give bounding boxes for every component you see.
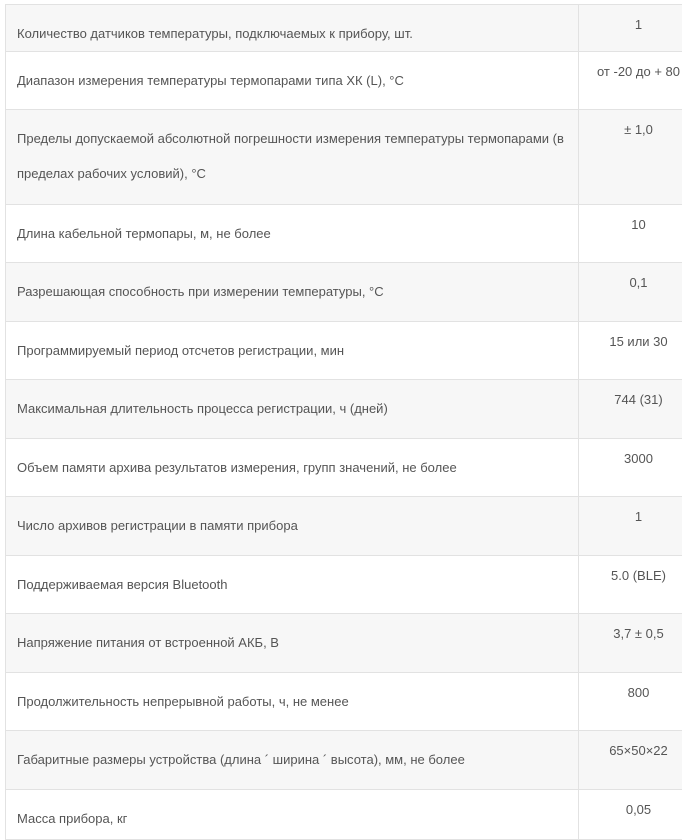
param-cell [6, 263, 579, 322]
param-cell [6, 673, 579, 731]
param-cell [6, 205, 579, 263]
value-cell [579, 322, 682, 380]
param-value: от -20 до + 80 [596, 64, 680, 79]
param-label: Поддерживаемая версия Bluetooth [17, 577, 228, 592]
value-cell [579, 5, 682, 52]
param-value: 1 [634, 17, 643, 32]
param-label: Напряжение питания от встроенной АКБ, В [17, 635, 279, 650]
value-cell [579, 439, 682, 497]
specifications-table [5, 4, 682, 840]
table-row [6, 673, 682, 731]
value-cell [579, 556, 682, 614]
param-label: Диапазон измерения температуры термопарами типа ХК (L), °С [17, 73, 404, 88]
param-value: 65×50×22 [609, 743, 668, 758]
table-row [6, 205, 682, 263]
param-label: Пределы допускаемой абсолютной погрешности измерения температуры термопарами (в пределах рабочих условий), °С [17, 131, 564, 181]
value-cell [579, 110, 682, 205]
param-label: Объем памяти архива результатов измерения, групп значений, не более [17, 460, 457, 475]
param-value: 0,1 [629, 275, 648, 290]
param-cell [6, 556, 579, 614]
table-row [6, 497, 682, 556]
param-value: 15 или 30 [609, 334, 668, 349]
param-value: 10 [631, 217, 646, 232]
table-row [6, 380, 682, 439]
param-label: Количество датчиков температуры, подключаемых к прибору, шт. [17, 26, 413, 41]
param-value: 3000 [624, 451, 653, 466]
value-cell [579, 673, 682, 731]
param-cell [6, 439, 579, 497]
param-cell [6, 497, 579, 556]
param-value: 744 (31) [614, 392, 663, 407]
param-cell [6, 52, 579, 110]
table-row [6, 614, 682, 673]
param-label: Число архивов регистрации в памяти прибора [17, 518, 298, 533]
param-label: Разрешающая способность при измерении температуры, °С [17, 284, 384, 299]
param-label: Максимальная длительность процесса регистрации, ч (дней) [17, 401, 388, 416]
param-label: Масса прибора, кг [17, 811, 128, 826]
param-label: Продолжительность непрерывной работы, ч, не менее [17, 694, 349, 709]
param-cell [6, 790, 579, 840]
param-value: 3,7 ± 0,5 [613, 626, 664, 641]
value-cell [579, 790, 682, 840]
table-row [6, 731, 682, 790]
param-cell [6, 614, 579, 673]
table-row [6, 556, 682, 614]
value-cell [579, 205, 682, 263]
value-cell [579, 614, 682, 673]
param-value: 5.0 (BLE) [611, 568, 666, 583]
param-cell [6, 380, 579, 439]
param-value: 800 [627, 685, 650, 700]
table-row [6, 52, 682, 110]
param-cell [6, 110, 579, 205]
value-cell [579, 52, 682, 110]
value-cell [579, 263, 682, 322]
value-cell [579, 380, 682, 439]
param-value: 1 [634, 509, 643, 524]
value-cell [579, 731, 682, 790]
param-label: Габаритные размеры устройства (длина ´ ширина ´ высота), мм, не более [17, 752, 465, 767]
param-value: ± 1,0 [624, 122, 653, 137]
table-row [6, 263, 682, 322]
param-cell [6, 731, 579, 790]
param-cell [6, 5, 579, 52]
param-cell [6, 322, 579, 380]
value-cell [579, 497, 682, 556]
table-row [6, 110, 682, 205]
table-row [6, 790, 682, 840]
param-label: Длина кабельной термопары, м, не более [17, 226, 271, 241]
param-value: 0,05 [625, 802, 652, 817]
table-row [6, 439, 682, 497]
param-label: Программируемый период отсчетов регистрации, мин [17, 343, 345, 358]
table-row [6, 5, 682, 52]
table-row [6, 322, 682, 380]
